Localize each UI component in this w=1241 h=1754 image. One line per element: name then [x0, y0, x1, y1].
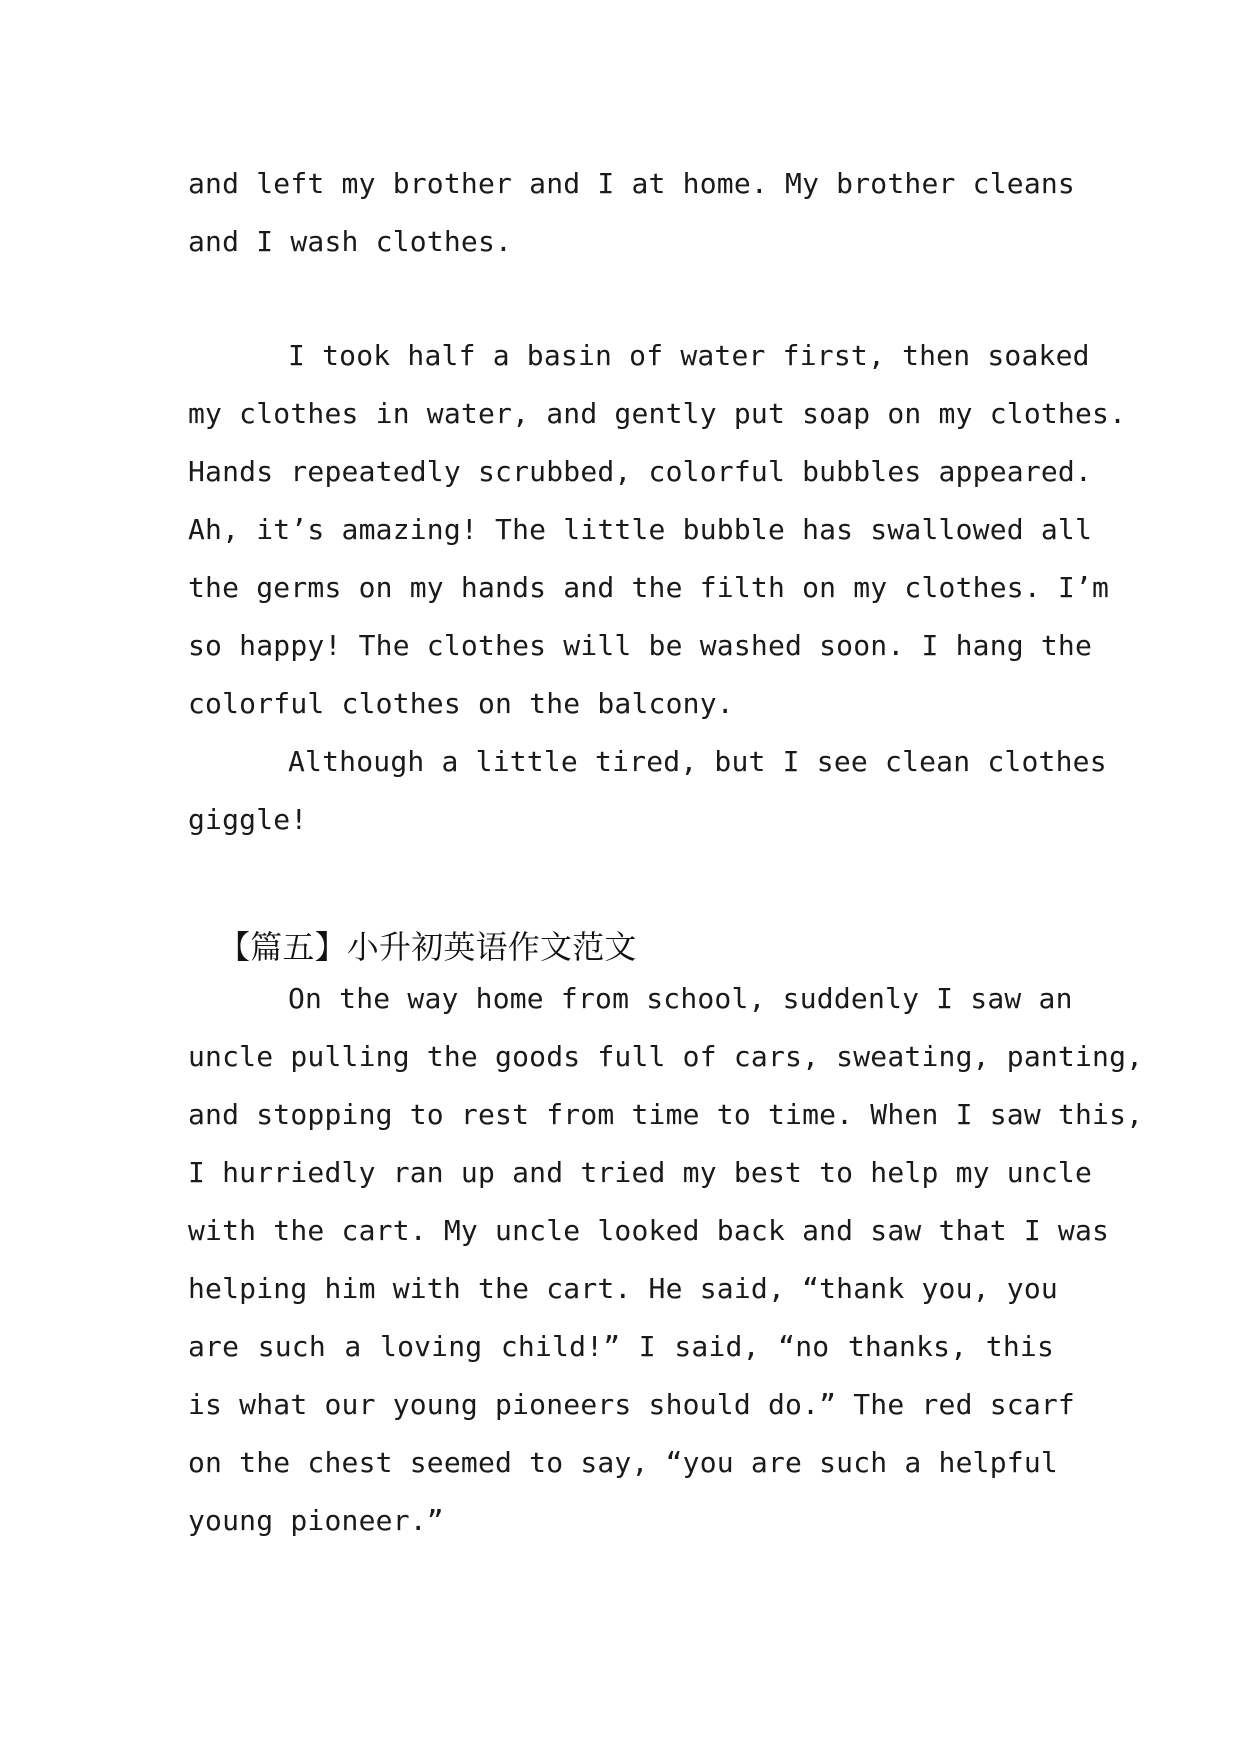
text-line: the germs on my hands and the filth on my clothes. I’m: [188, 571, 1110, 604]
paragraph-helping-uncle: [188, 970, 1144, 1550]
text-line: young pioneer.”: [188, 1504, 444, 1537]
text-line: on the chest seemed to say, “you are such a helpful: [188, 1446, 1058, 1479]
text-line: and I wash clothes.: [188, 225, 513, 258]
section-heading: 【篇五】小升初英语作文范文: [218, 928, 637, 966]
text-line: are such a loving child!” I said, “no thanks, this: [188, 1330, 1054, 1363]
text-line: Hands repeatedly scrubbed, colorful bubbles appeared.: [188, 455, 1093, 488]
text-line: my clothes in water, and gently put soap on my clothes.: [188, 397, 1127, 430]
text-line: helping him with the cart. He said, “thank you, you: [188, 1272, 1058, 1305]
text-line: Although a little tired, but I see clean clothes: [288, 745, 1107, 778]
paragraph-washing: [188, 327, 1127, 733]
text-line: colorful clothes on the balcony.: [188, 687, 734, 720]
text-line: so happy! The clothes will be washed soon. I hang the: [188, 629, 1093, 662]
text-line: and left my brother and I at home. My brother cleans: [188, 167, 1075, 200]
paragraph-intro: [188, 155, 1075, 271]
text-line: is what our young pioneers should do.” The red scarf: [188, 1388, 1075, 1421]
text-line: uncle pulling the goods full of cars, sweating, panting,: [188, 1040, 1144, 1073]
text-line: with the cart. My uncle looked back and saw that I was: [188, 1214, 1110, 1247]
text-line: I hurriedly ran up and tried my best to help my uncle: [188, 1156, 1093, 1189]
text-line: Ah, it’s amazing! The little bubble has swallowed all: [188, 513, 1093, 546]
text-line: giggle!: [188, 803, 308, 836]
text-line: and stopping to rest from time to time. When I saw this,: [188, 1098, 1144, 1131]
text-line: On the way home from school, suddenly I saw an: [288, 982, 1073, 1015]
paragraph-conclusion: [188, 733, 1107, 849]
text-line: I took half a basin of water first, then soaked: [288, 339, 1090, 372]
